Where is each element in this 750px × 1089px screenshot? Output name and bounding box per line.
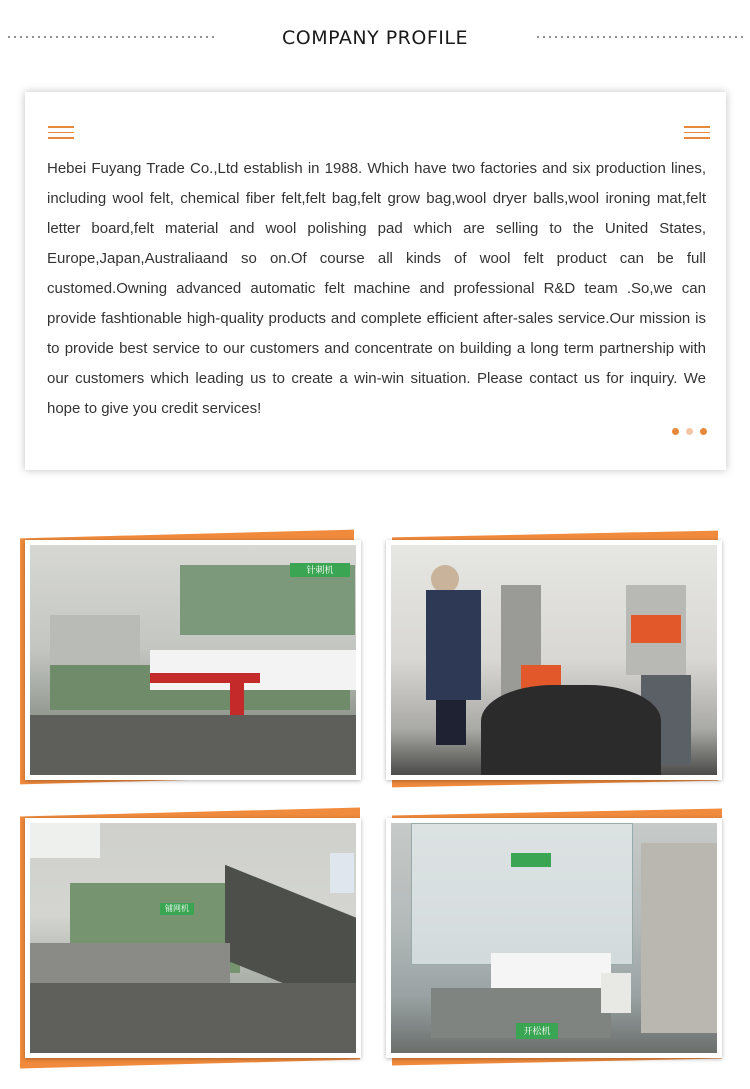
fiber-opening-machine-photo [386,818,722,1058]
machine-sign: 铺网机 [165,904,189,913]
web-laying-machine-photo [25,818,361,1058]
menu-lines-icon [684,126,710,139]
company-description: Hebei Fuyang Trade Co.,Ltd establish in 1988. Which have two factories and six production lines, including wool felt, chemical fiber felt,felt bag,felt grow bag,wool dryer balls,wool ironing mat,felt letter board,felt material and wool polishing pad which are selling to the United States, Europe,Japan,Australiaand so on.Of course all kinds of wool felt product can be full customed.Owning advanced automatic felt machine and professional R&D team .So,we can provide fashtionable high-quality products and complete efficient after-sales service.Our mission is to provide best service to our customers and concentrate on building a long term partnership with our customers which leading us to create a win-win situation. Please contact us for inquiry. We hope to give you credit services! [47,160,706,417]
carousel-pager[interactable] [672,428,707,435]
section-title: COMPANY PROFILE [282,27,468,49]
workers-at-bag-machines-photo [386,540,722,780]
dotted-divider-right [535,36,745,38]
pager-dot[interactable] [672,428,679,435]
pager-dot[interactable] [700,428,707,435]
section-header [0,0,750,80]
machine-sign: 针刺机 [306,565,334,575]
menu-lines-icon [48,126,74,139]
machine-sign: 开松机 [523,1026,551,1036]
pager-dot[interactable] [686,428,693,435]
needle-punch-machine-photo [25,540,361,780]
